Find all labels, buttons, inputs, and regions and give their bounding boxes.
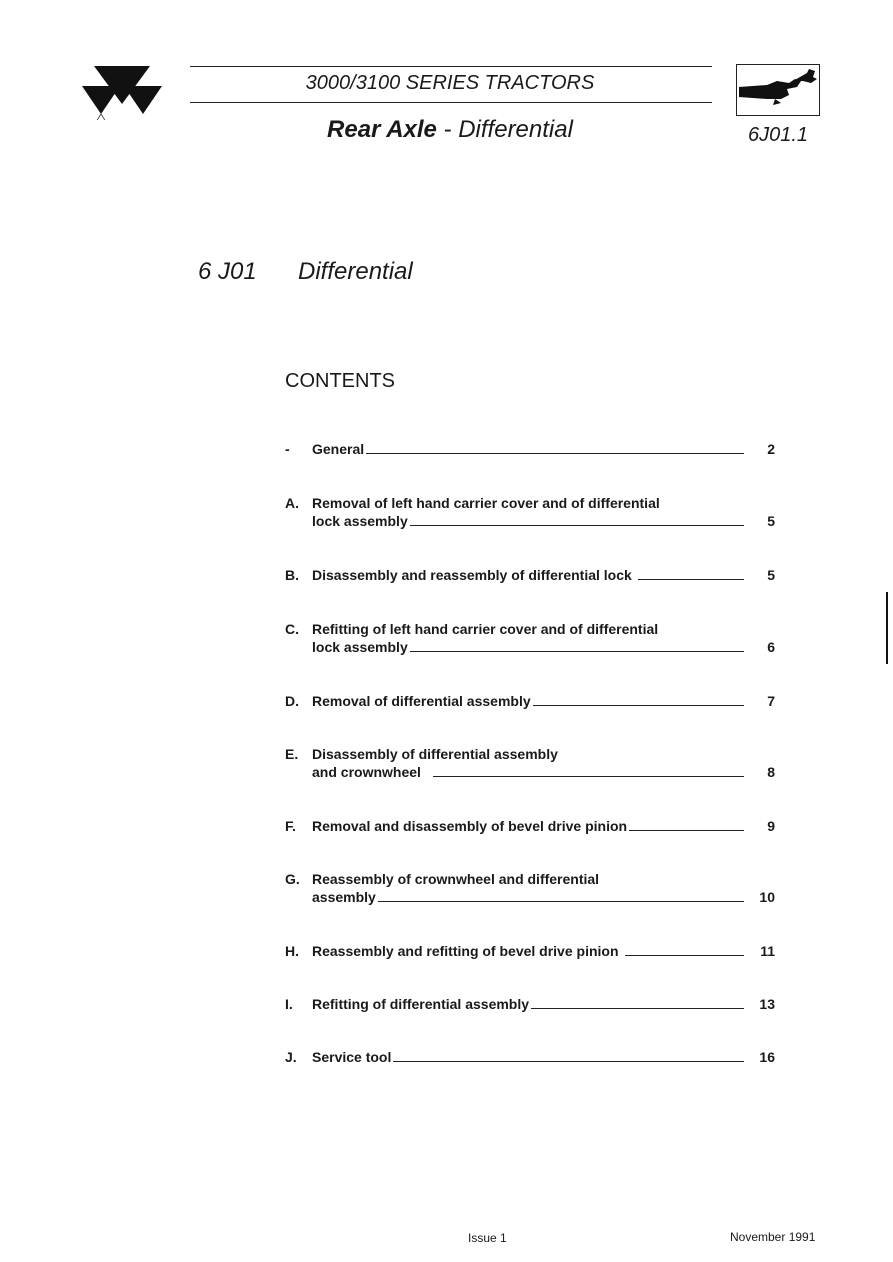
- toc-label: and crownwheel: [312, 764, 421, 780]
- toc-label: Removal of left hand carrier cover and of differential: [312, 495, 660, 511]
- toc-letter: B.: [285, 567, 299, 583]
- leader-line: [638, 579, 744, 580]
- leader-line: [433, 776, 744, 777]
- footer-issue: Issue 1: [468, 1231, 507, 1245]
- page-title: [190, 116, 710, 144]
- toc-page: 7: [767, 693, 775, 709]
- section-number: 6 J01: [198, 258, 257, 285]
- toc-page: 16: [759, 1049, 775, 1065]
- toc-letter: H.: [285, 943, 299, 959]
- toc-label: Removal of differential assembly: [312, 693, 531, 709]
- leader-line: [393, 1061, 744, 1062]
- leader-line: [531, 1008, 744, 1009]
- section-title: Differential: [298, 258, 413, 285]
- toc-label: Service tool: [312, 1049, 392, 1065]
- page-code: 6J01.1: [747, 124, 809, 146]
- toc-label: Refitting of differential assembly: [312, 996, 530, 1012]
- leader-line: [410, 651, 744, 652]
- toc-page: 6: [767, 639, 775, 655]
- toc-page: 8: [767, 764, 775, 780]
- leader-line: [629, 830, 744, 831]
- toc-label: Disassembly of differential assembly: [312, 746, 558, 762]
- toc-page: 5: [767, 513, 775, 529]
- toc-page: 10: [759, 889, 775, 905]
- toc-label: General: [312, 441, 365, 457]
- toc-letter: J.: [285, 1049, 297, 1065]
- toc-letter: D.: [285, 693, 299, 709]
- title-bold: Rear Axle: [327, 116, 437, 143]
- toc-label: lock assembly: [312, 639, 408, 655]
- hand-wrench-icon: [736, 64, 820, 116]
- leader-line: [366, 453, 744, 454]
- toc-letter: C.: [285, 621, 299, 637]
- scan-mark: [886, 592, 888, 664]
- toc-label: Removal and disassembly of bevel drive pinion: [312, 818, 628, 834]
- leader-line: [533, 705, 744, 706]
- toc-label: Refitting of left hand carrier cover and of differential: [312, 621, 659, 637]
- toc-page: 9: [767, 818, 775, 834]
- toc-page: 5: [767, 567, 775, 583]
- series-title: 3000/3100 SERIES TRACTORS: [305, 72, 595, 94]
- toc-letter: I.: [285, 996, 293, 1012]
- toc-page: 13: [759, 996, 775, 1012]
- footer-date: November 1991: [730, 1230, 816, 1244]
- toc-label: lock assembly: [312, 513, 408, 529]
- header-rule-bottom: [190, 102, 712, 103]
- toc-label: assembly: [312, 889, 376, 905]
- toc-label: Reassembly and refitting of bevel drive pinion: [312, 943, 619, 959]
- toc-letter: F.: [285, 818, 296, 834]
- contents-heading: CONTENTS: [285, 370, 395, 392]
- header-rule-top: [190, 66, 712, 67]
- toc-letter: E.: [285, 746, 299, 762]
- toc-page: 2: [767, 441, 775, 457]
- leader-line: [410, 525, 744, 526]
- leader-line: [625, 955, 744, 956]
- leader-line: [378, 901, 744, 902]
- title-rest: - Differential: [436, 116, 573, 143]
- toc-letter: -: [285, 441, 290, 457]
- toc-letter: G.: [285, 871, 300, 887]
- toc-label: Reassembly of crownwheel and differential: [312, 871, 600, 887]
- toc-letter: A.: [285, 495, 299, 511]
- toc-page: 11: [760, 943, 775, 959]
- toc-label: Disassembly and reassembly of differential lock: [312, 567, 632, 583]
- three-triangles-logo-icon: [80, 64, 164, 120]
